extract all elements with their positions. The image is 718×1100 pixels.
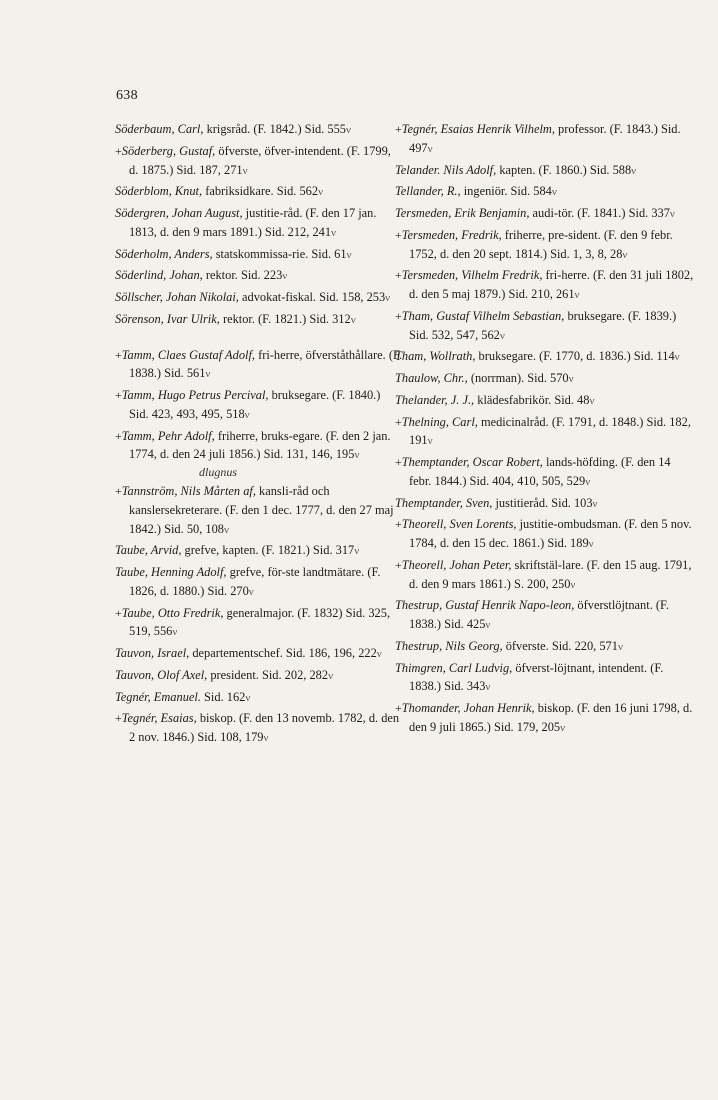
entry-tick: ν: [570, 578, 576, 591]
entry-name: Tellander, R.,: [395, 184, 461, 199]
entry-mark: +: [395, 227, 402, 242]
entry-name: Thestrup, Nils Georg,: [395, 638, 503, 653]
entry-name: Tauvon, Israel,: [115, 646, 190, 660]
index-entry: [115, 666, 403, 686]
index-entry: [395, 369, 695, 389]
entry-text: medicinalråd. (F. 1791, d. 1848.) Sid. 182, 191: [409, 414, 691, 448]
index-entry: [395, 204, 695, 224]
entry-text: generalmajor. (F. 1832) Sid. 325, 519, 556: [129, 605, 391, 639]
index-entry: [115, 288, 403, 308]
entry-text: lands-höfding. (F. den 14 febr. 1844.) Sid. 404, 410, 505, 529: [409, 455, 671, 488]
index-entry: [115, 245, 403, 265]
entry-name: Söderblom, Knut,: [115, 184, 203, 199]
entry-tick: ν: [224, 523, 229, 536]
entry-text: justitie-råd. (F. den 17 jan. 1813, d. den 9 mars 1891.) Sid. 212, 241: [129, 206, 377, 239]
index-entry: [115, 427, 403, 466]
entry-tick: ν: [585, 475, 591, 488]
entry-text: grefve, för-ste landtmätare. (F. 1826, d. 1880.) Sid. 270: [129, 565, 381, 598]
entry-mark: +: [115, 484, 122, 498]
entry-name: Tauvon, Olof Axel,: [115, 667, 208, 682]
entry-text: öfverstlöjtnant. (F. 1838.) Sid. 425: [409, 598, 670, 631]
entry-tick: ν: [172, 626, 178, 639]
entry-tick: ν: [674, 351, 680, 364]
entry-name: Theorell, Sven Lorents,: [401, 517, 517, 532]
index-entry: [395, 161, 695, 181]
entry-tick: ν: [248, 585, 254, 598]
entry-name: Themptander, Oscar Robert,: [401, 455, 543, 469]
index-entry: [395, 120, 695, 159]
entry-name: Tamm, Claes Gustaf Adolf,: [121, 347, 256, 362]
entry-text: advokat-fiskal. Sid. 158, 253: [238, 290, 386, 304]
entry-name: Thelander, J. J.,: [395, 392, 475, 407]
entry-name: Thaulow, Chr.,: [395, 371, 468, 385]
entry-text: bruksegare. (F. 1839.) Sid. 532, 547, 562: [409, 308, 677, 342]
entry-name: Thestrup, Gustaf Henrik Napo-leon,: [395, 598, 575, 613]
entry-mark: +: [395, 268, 402, 283]
entry-tick: ν: [318, 186, 324, 199]
index-entry: [115, 541, 403, 561]
index-entry: [395, 515, 695, 554]
index-entry: [115, 709, 403, 748]
entry-text: audi-tör. (F. 1841.) Sid. 337: [529, 206, 670, 220]
entry-text: departementschef. Sid. 186, 196, 222: [189, 646, 377, 660]
entry-mark: +: [115, 711, 122, 726]
index-entry: [115, 346, 403, 385]
entry-name: Söderberg, Gustaf,: [121, 143, 216, 158]
entry-text: krigsråd. (F. 1842.) Sid. 555: [203, 122, 346, 136]
entry-text: grefve, kapten. (F. 1821.) Sid. 317: [181, 543, 355, 558]
entry-mark: +: [115, 143, 122, 158]
entry-mark: +: [395, 308, 402, 323]
index-entry: [395, 699, 695, 738]
entry-tick: ν: [354, 545, 360, 558]
entry-name: Söderholm, Anders,: [115, 246, 213, 261]
entry-name: Söderlind, Johan,: [115, 268, 203, 283]
entry-text: öfverste, öfver-intendent. (F. 1799, d. 1875.) Sid. 187, 271: [129, 143, 391, 177]
index-entry: [115, 688, 403, 708]
entry-tick: ν: [346, 248, 352, 261]
entry-text: kapten. (F. 1860.) Sid. 588: [496, 162, 632, 177]
entry-text: justitieråd. Sid. 103: [492, 495, 593, 510]
entry-text: professor. (F. 1843.) Sid. 497: [409, 122, 681, 155]
entry-name: Tegnér, Esaias,: [121, 711, 197, 726]
entry-name: Tham, Gustaf Vilhelm Sebastian,: [401, 308, 565, 323]
entry-text: biskop. (F. den 13 novemb. 1782, d. den 2 nov. 1846.) Sid. 108, 179: [129, 711, 400, 744]
entry-tick: ν: [499, 329, 505, 342]
entry-mark: +: [395, 455, 402, 469]
entry-tick: ν: [592, 497, 598, 510]
entry-name: Tamm, Hugo Petrus Percival,: [121, 388, 269, 402]
entry-name: Thimgren, Carl Ludvig,: [395, 660, 513, 675]
entry-mark: +: [395, 517, 402, 532]
entry-name: Tegnér, Emanuel.: [115, 689, 201, 704]
entry-text: ingeniör. Sid. 584: [460, 184, 552, 199]
entry-text: fri-herre, öfverståthållare. (F. 1838.) Sid. 561: [129, 347, 402, 381]
entry-text: justitie-ombudsman. (F. den 5 nov. 1784, d. den 15 dec. 1861.) Sid. 189: [409, 517, 692, 550]
entry-text: friherre, bruks-egare. (F. den 2 jan. 1774, d. den 24 juli 1856.) Sid. 131, 146, 195: [129, 428, 391, 462]
entry-tick: ν: [354, 449, 360, 462]
entry-name: Söllscher, Johan Nikolai,: [115, 290, 239, 304]
index-entry: [115, 604, 403, 643]
entry-tick: ν: [331, 226, 337, 239]
entry-text: president. Sid. 202, 282: [207, 667, 329, 682]
entry-name: Thomander, Johan Henrik,: [401, 701, 535, 715]
index-entry: [395, 659, 695, 698]
entry-mark: +: [115, 605, 122, 620]
handwritten-note: dlugnus: [199, 465, 238, 479]
entry-name: Tegnér, Esaias Henrik Vilhelm,: [401, 122, 555, 136]
index-entry: [115, 120, 403, 140]
entry-tick: ν: [588, 538, 594, 550]
entry-name: Tannström, Nils Mårten af,: [121, 484, 256, 498]
entry-tick: ν: [242, 164, 248, 177]
entry-tick: ν: [574, 289, 580, 301]
entry-tick: ν: [244, 408, 250, 421]
entry-text: Sid. 162: [200, 689, 246, 704]
entry-tick: ν: [350, 313, 356, 326]
entry-tick: ν: [245, 691, 251, 704]
entry-text: biskop. (F. den 16 juni 1798, d. den 9 juli 1865.) Sid. 179, 205: [409, 701, 693, 734]
entry-name: Taube, Arvid,: [115, 543, 182, 558]
entry-tick: ν: [385, 292, 391, 304]
entry-text: rektor. (F. 1821.) Sid. 312: [219, 311, 351, 326]
entry-tick: ν: [282, 270, 288, 283]
entry-text: statskommissa-rie. Sid. 61: [212, 246, 347, 261]
index-entry: [395, 494, 695, 514]
entry-tick: ν: [485, 619, 491, 631]
entry-tick: ν: [669, 208, 675, 220]
entry-name: Söderbaum, Carl,: [115, 122, 204, 136]
index-entry: [395, 453, 695, 492]
entry-name: Tersmeden, Erik Benjamin,: [395, 206, 530, 220]
index-entry: [395, 347, 695, 367]
entry-name: Tersmeden, Vilhelm Fredrik,: [401, 268, 543, 283]
index-entry: [395, 226, 695, 265]
entry-text: fabriksidkare. Sid. 562: [202, 184, 319, 199]
entry-tick: ν: [551, 186, 557, 199]
entry-name: Themptander, Sven,: [395, 495, 493, 510]
entry-name: Tham, Wollrath,: [395, 349, 476, 364]
page-number: 638: [116, 88, 138, 103]
entry-tick: ν: [589, 394, 595, 407]
entry-tick: ν: [631, 164, 637, 177]
entry-name: Sörenson, Ivar Ulrik,: [115, 311, 220, 326]
entry-text: kansli-råd och kanslersekreterare. (F. den 1 dec. 1777, d. den 27 maj 1842.) Sid. 50, 108: [129, 484, 394, 536]
entry-tick: ν: [205, 368, 211, 381]
entry-name: Södergren, Johan August,: [115, 206, 243, 220]
entry-mark: +: [395, 701, 402, 715]
index-entry: [115, 182, 403, 202]
index-entry: [395, 182, 695, 202]
index-entry: [115, 204, 403, 243]
entry-tick: ν: [263, 732, 269, 744]
entry-mark: +: [395, 557, 402, 572]
entry-tick: ν: [485, 681, 491, 694]
entry-mark: +: [115, 388, 122, 402]
entry-text: rektor. Sid. 223: [202, 268, 283, 283]
entry-name: Telander. Nils Adolf,: [395, 162, 497, 177]
entry-name: Tersmeden, Fredrik,: [401, 227, 502, 242]
entry-text: klädesfabrikör. Sid. 48: [474, 392, 590, 407]
index-entry: [115, 644, 403, 664]
entry-name: Taube, Otto Fredrik,: [121, 605, 224, 620]
entry-mark: +: [395, 122, 402, 136]
entry-tick: ν: [617, 640, 623, 653]
entry-name: Tamm, Pehr Adolf,: [121, 428, 215, 443]
entry-text: öfverste. Sid. 220, 571: [502, 638, 618, 653]
index-entry: [115, 386, 403, 425]
entry-text: bruksegare. (F. 1840.) Sid. 423, 493, 495, 518: [129, 388, 381, 421]
entry-name: Thelning, Carl,: [401, 414, 478, 429]
entry-mark: +: [115, 428, 122, 443]
entry-name: Taube, Henning Adolf,: [115, 565, 227, 579]
entry-tick: ν: [622, 248, 628, 261]
entry-tick: ν: [328, 669, 334, 682]
entry-tick: ν: [560, 721, 566, 734]
index-entry: [395, 556, 695, 595]
index-entry: [395, 391, 695, 411]
index-entry: [115, 142, 403, 181]
index-entry: [395, 637, 695, 657]
entry-text: (norrman). Sid. 570: [467, 371, 569, 385]
entry-text: skriftstäl-lare. (F. den 15 aug. 1791, d. den 9 mars 1861.) S. 200, 250: [409, 557, 692, 591]
index-entry: [395, 596, 695, 635]
entry-text: friherre, pre-sident. (F. den 9 febr. 1752, d. den 20 sept. 1814.) Sid. 1, 3, 8, 28: [409, 227, 673, 261]
entry-text: fri-herre. (F. den 31 juli 1802, d. den 5 maj 1879.) Sid. 210, 261: [409, 268, 694, 301]
entry-text: öfverst-löjtnant, intendent. (F. 1838.) Sid. 343: [409, 660, 664, 694]
entry-name: Theorell, Johan Peter,: [401, 557, 512, 572]
entry-tick: ν: [376, 648, 382, 660]
index-column-right: [395, 120, 695, 740]
entry-tick: ν: [346, 124, 351, 136]
index-entry: [115, 563, 403, 602]
index-entry: [115, 482, 403, 539]
index-entry: [395, 307, 695, 346]
index-entry: [395, 266, 695, 305]
index-entry: [115, 266, 403, 286]
entry-tick: ν: [568, 373, 574, 385]
index-column-left: [115, 120, 403, 750]
index-entry: [115, 310, 403, 330]
entry-tick: ν: [427, 435, 433, 448]
index-entry: [395, 413, 695, 452]
entry-tick: ν: [427, 142, 433, 155]
entry-mark: +: [395, 414, 402, 429]
entry-mark: +: [115, 347, 122, 362]
entry-text: bruksegare. (F. 1770, d. 1836.) Sid. 114: [475, 349, 675, 364]
